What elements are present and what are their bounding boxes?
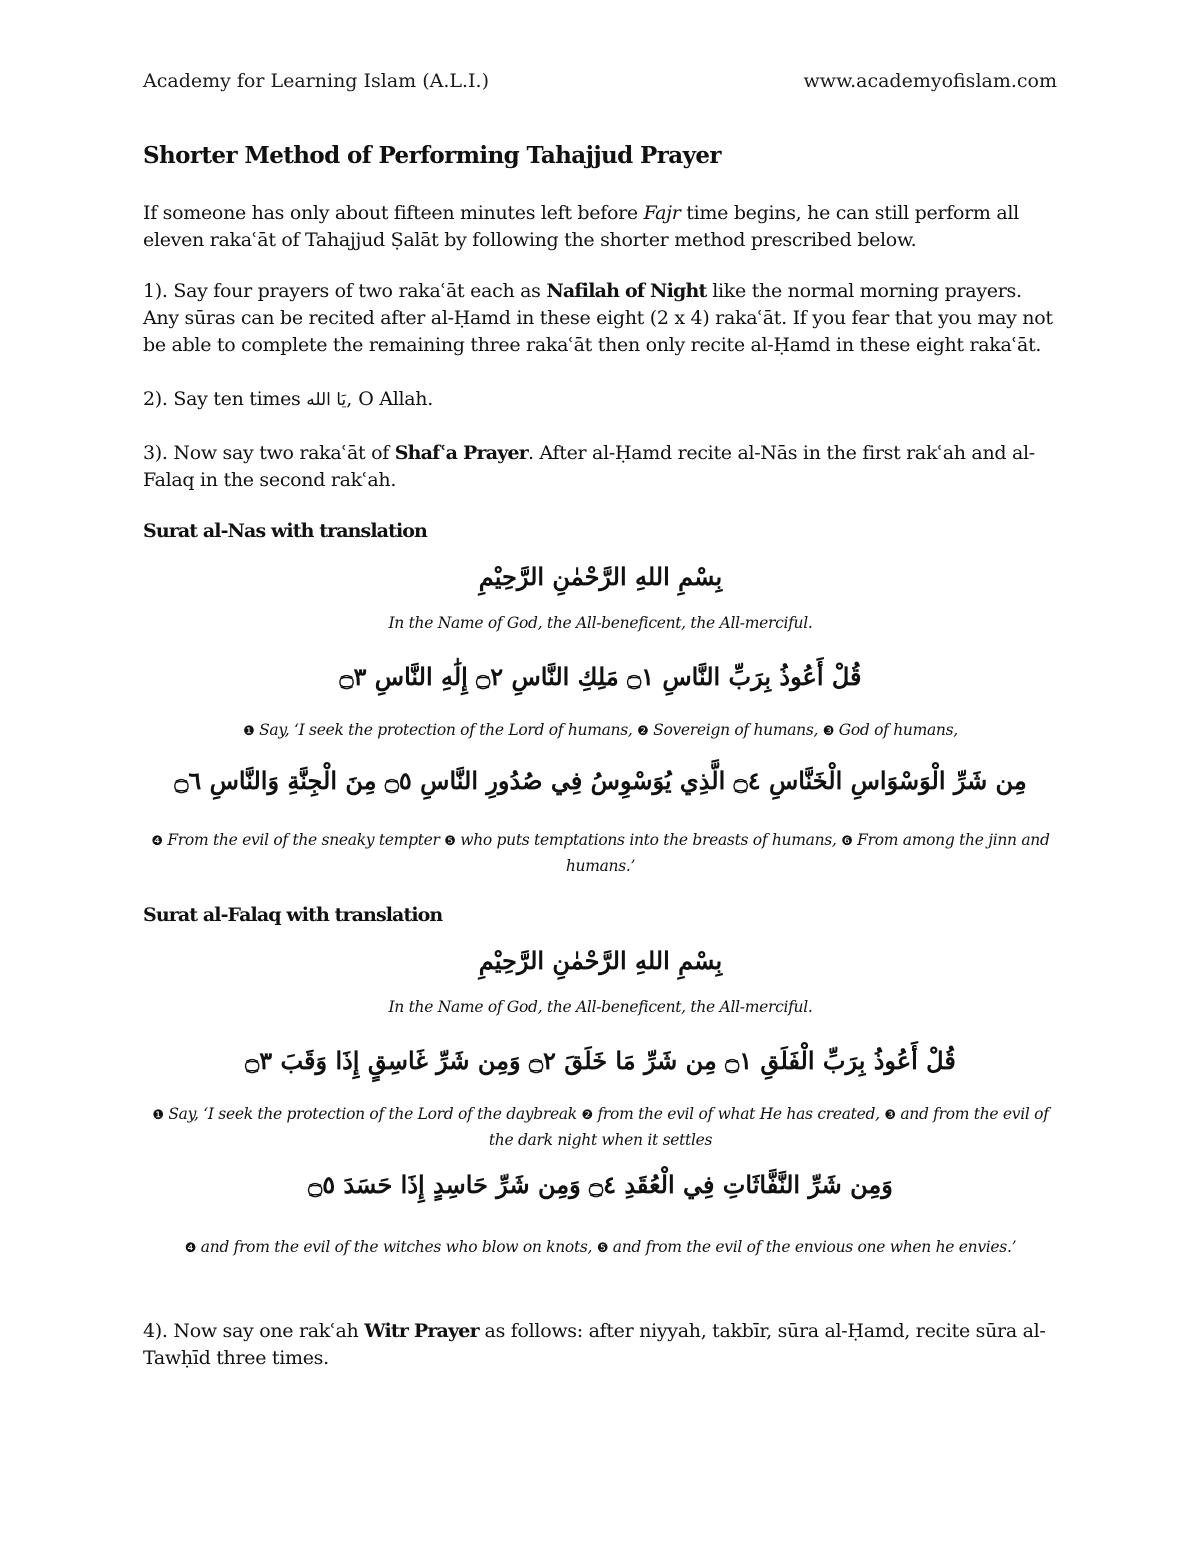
verse-marker: ❶ — [243, 724, 255, 739]
step-1-paragraph — [143, 278, 1058, 359]
intro-text-1: If someone has only about fifteen minutes left before — [143, 202, 644, 224]
intro-text-2: time begins, he can still perform all eleven rakaʿāt of Tahajjud Ṣalāt by following the shorter method prescribed below. — [143, 202, 1019, 251]
translation-segment: from the evil of what He has created, — [592, 1105, 885, 1123]
step-1-bold: Nafilah of Night — [546, 280, 707, 302]
step-1-text-1: 1). Say four prayers of two rakaʿāt each as — [143, 280, 547, 302]
verse-marker: ❷ — [581, 1108, 593, 1123]
falaq-basmala-translation: In the Name of God, the All-beneficent, the All-merciful. — [388, 998, 813, 1016]
step-2-paragraph — [143, 386, 1058, 414]
step-4-bold: Witr Prayer — [364, 1320, 479, 1342]
translation-segment: and from the evil of the dark night when it settles — [488, 1105, 1049, 1149]
translation-segment: Say, ‘I seek the protection of the Lord of humans, — [254, 721, 638, 739]
ya-allah-arabic: يَا الله — [306, 390, 347, 410]
verse-marker: ❸ — [884, 1108, 896, 1123]
falaq-basmala: بِسْمِ اللهِ الرَّحْمٰنِ الرَّحِيْمِ — [478, 946, 723, 975]
step-4-text-1: 4). Now say one rakʿah — [143, 1320, 365, 1342]
nas-arabic-line-2: مِن شَرِّ الْوَسْوَاسِ الْخَنَّاسِ ۝٤ الَّذِي يُوَسْوِسُ فِي صُدُورِ النَّاسِ ۝٥ مِنَ الْجِنَّةِ وَالنَّاسِ ۝٦ — [174, 766, 1027, 795]
nas-basmala: بِسْمِ اللهِ الرَّحْمٰنِ الرَّحِيْمِ — [478, 562, 723, 591]
page-header — [143, 70, 1057, 92]
step-3-text-2: . After al-Ḥamd recite al-Nās in the first rakʿah and al-Falaq in the second rakʿah. — [143, 442, 1035, 491]
translation-segment: and from the evil of the witches who blow on knots, — [196, 1238, 597, 1256]
step-3-bold: Shafʿa Prayer — [394, 442, 528, 464]
verse-marker: ❶ — [152, 1108, 164, 1123]
step-3-paragraph — [143, 440, 1058, 494]
verse-marker: ❸ — [822, 724, 835, 739]
translation-segment: From among the jinn and humans.’ — [565, 831, 1050, 875]
step-2-text-1: 2). Say ten times — [143, 388, 307, 410]
falaq-heading: Surat al-Falaq with translation — [143, 904, 443, 926]
verse-marker: ❹ — [151, 834, 163, 849]
step-2-text-2: , O Allah. — [346, 388, 433, 410]
falaq-translation-line-1 — [143, 1102, 1058, 1152]
step-4-paragraph — [143, 1318, 1058, 1372]
translation-segment: Sovereign of humans, — [648, 721, 823, 739]
intro-paragraph — [143, 200, 1058, 254]
verse-marker: ❺ — [596, 1241, 609, 1256]
verse-marker: ❹ — [184, 1241, 197, 1256]
translation-segment: God of humans, — [834, 721, 958, 739]
nas-translation-line-1 — [143, 718, 1058, 744]
nas-basmala-translation: In the Name of God, the All-beneficent, the All-merciful. — [388, 614, 813, 632]
step-1-text-2: like the normal morning prayers. Any sūras can be recited after al-Ḥamd in these eight (2 x 4) rakaʿāt. If you fear that you may not be able to complete the remaining three rakaʿāt then only recite al-Ḥamd in these eight rakaʿāt. — [143, 280, 1053, 356]
page-title: Shorter Method of Performing Tahajjud Prayer — [143, 142, 721, 169]
translation-segment: Say, ‘I seek the protection of the Lord of the daybreak — [163, 1105, 582, 1123]
header-website: www.academyofislam.com — [803, 70, 1057, 92]
verse-marker: ❺ — [444, 834, 456, 849]
nas-heading: Surat al-Nas with translation — [143, 520, 427, 542]
nas-translation-line-2 — [143, 828, 1058, 878]
translation-segment: who puts temptations into the breasts of humans, — [455, 831, 842, 849]
translation-segment: From the evil of the sneaky tempter — [162, 831, 445, 849]
verse-marker: ❻ — [841, 834, 853, 849]
falaq-arabic-line-1: قُلْ أَعُوذُ بِرَبِّ الْفَلَقِ ۝١ مِن شَرِّ مَا خَلَقَ ۝٢ وَمِن شَرِّ غَاسِقٍ إِذَا وَقَبَ ۝٣ — [245, 1046, 956, 1075]
header-organization: Academy for Learning Islam (A.L.I.) — [143, 70, 490, 92]
falaq-translation-line-2 — [143, 1235, 1058, 1261]
step-4-text-2: as follows: after niyyah, takbīr, sūra al-Ḥamd, recite sūra al-Tawḥīd three times. — [143, 1320, 1046, 1369]
verse-marker: ❷ — [637, 724, 649, 739]
nas-arabic-line-1: قُلْ أَعُوذُ بِرَبِّ النَّاسِ ۝١ مَلِكِ النَّاسِ ۝٢ إِلَٰهِ النَّاسِ ۝٣ — [339, 662, 862, 691]
falaq-arabic-line-2: وَمِن شَرِّ النَّفَّاثَاتِ فِي الْعُقَدِ ۝٤ وَمِن شَرِّ حَاسِدٍ إِذَا حَسَدَ ۝٥ — [308, 1170, 893, 1199]
fajr-term: Fajr — [643, 202, 681, 224]
step-3-text-1: 3). Now say two rakaʿāt of — [143, 442, 395, 464]
translation-segment: and from the evil of the envious one when he envies.’ — [608, 1238, 1017, 1256]
